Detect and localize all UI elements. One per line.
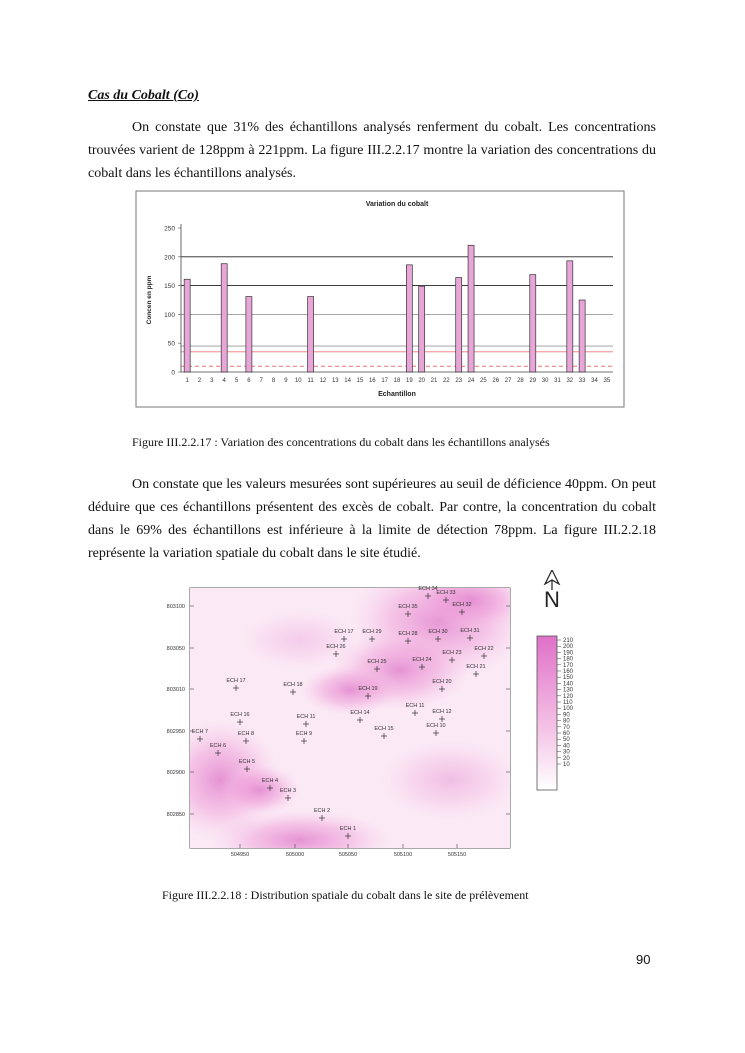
legend-value: 200 <box>563 644 574 651</box>
cobalt-distribution-map <box>150 570 670 860</box>
x-tick-label: 16 <box>368 378 376 384</box>
x-tick-label: 11 <box>307 378 314 384</box>
bar <box>419 286 425 372</box>
x-axis-label: Echantillon <box>378 391 416 398</box>
bar <box>530 275 536 372</box>
sample-label: ECH 9 <box>295 731 313 737</box>
sample-label: ECH 15 <box>374 726 394 732</box>
y-tick-label: 803010 <box>166 687 185 693</box>
legend-value: 60 <box>563 731 570 737</box>
sample-label: ECH 11 <box>405 703 425 709</box>
y-tick-label: 200 <box>164 254 175 262</box>
x-tick-label: 505150 <box>447 852 467 858</box>
legend-value: 30 <box>563 749 570 756</box>
x-tick-label: 504950 <box>230 852 250 858</box>
bar <box>221 264 227 372</box>
bar <box>406 265 412 372</box>
bar <box>468 245 474 372</box>
legend-value: 10 <box>563 762 570 768</box>
legend-value: 140 <box>563 681 574 688</box>
x-tick-label: 34 <box>591 378 598 384</box>
section-heading: Cas du Cobalt (Co) <box>88 88 199 103</box>
x-tick-label: 26 <box>492 378 500 384</box>
x-tick-label: 23 <box>455 378 463 384</box>
sample-label: ECH 29 <box>362 629 382 635</box>
x-tick-label: 15 <box>356 378 364 384</box>
legend-value: 90 <box>563 712 570 719</box>
sample-label: ECH 25 <box>367 659 387 665</box>
legend-value: 50 <box>563 737 570 744</box>
x-tick-label: 20 <box>418 378 426 384</box>
sample-label: ECH 18 <box>283 682 303 688</box>
x-tick-label: 32 <box>566 378 574 384</box>
sample-label: ECH 31 <box>460 628 480 634</box>
y-tick-label: 802950 <box>166 729 185 735</box>
y-tick-label: 803050 <box>166 646 185 652</box>
sample-label: ECH 2 <box>313 808 331 814</box>
y-tick-label: 250 <box>164 225 175 233</box>
figure-caption-2: Figure III.2.2.18 : Distribution spatiale du cobalt dans le site de prélèvement <box>162 888 529 902</box>
sample-label: ECH 30 <box>428 629 448 635</box>
y-tick-label: 150 <box>164 283 175 291</box>
legend-value: 20 <box>563 755 570 762</box>
bar <box>246 297 252 372</box>
x-tick-label: 19 <box>405 378 413 384</box>
figure-caption-1: Figure III.2.2.17 : Variation des concentrations du cobalt dans les échantillons analysés <box>132 435 550 449</box>
x-tick-label: 28 <box>517 378 524 384</box>
sample-label: ECH 4 <box>261 778 279 784</box>
sample-label: ECH 28 <box>398 631 418 637</box>
x-tick-label: 14 <box>344 378 351 384</box>
x-tick-label: 21 <box>430 378 438 384</box>
x-tick-label: 35 <box>603 378 611 384</box>
legend-labels <box>557 638 574 768</box>
sample-label: ECH 19 <box>358 686 378 692</box>
sample-label: ECH 1 <box>339 826 357 832</box>
paragraph-analysis: On constate que les valeurs mesurées sont supérieures au seuil de déficience 40ppm. On peut déduire que ces échantillons présentent des excès de cobalt. Par contre, la concentration du cobalt dans le 69% des échantillons est inférieure à la limite de détection 78ppm. La figure III.2.2.18 représente la variation spatiale du cobalt dans le site étudié. <box>88 477 656 561</box>
bar <box>579 300 585 372</box>
legend-value: 70 <box>563 724 570 731</box>
x-tick-label: 8 <box>271 378 276 384</box>
sample-label: ECH 32 <box>452 602 472 608</box>
legend-value: 110 <box>563 700 573 706</box>
legend-value: 160 <box>563 669 574 675</box>
x-tick-label: 3 <box>210 378 214 384</box>
x-tick-label: 2 <box>197 378 202 384</box>
legend-value: 100 <box>563 706 574 713</box>
x-tick-label: 22 <box>443 378 450 384</box>
x-tick-label: 27 <box>504 378 512 384</box>
sample-label: ECH 7 <box>191 729 209 735</box>
sample-label: ECH 20 <box>432 679 452 685</box>
x-tick-label: 7 <box>259 378 263 384</box>
legend-value: 190 <box>563 650 574 657</box>
x-tick-label: 4 <box>222 378 226 384</box>
legend-value: 150 <box>563 675 574 682</box>
sample-label: ECH 16 <box>230 712 250 718</box>
bar <box>184 279 190 372</box>
y-tick-label: 50 <box>167 340 175 348</box>
y-tick-label: 100 <box>164 311 175 319</box>
sample-label: ECH 21 <box>466 664 486 670</box>
x-tick-label: 31 <box>554 378 561 384</box>
x-tick-label: 17 <box>381 378 389 384</box>
sample-label: ECH 12 <box>432 709 452 715</box>
legend-value: 80 <box>563 718 570 725</box>
sample-label: ECH 14 <box>350 710 370 716</box>
x-tick-label: 505050 <box>338 852 358 858</box>
x-tick-label: 9 <box>284 378 288 384</box>
x-tick-label: 505000 <box>285 852 305 858</box>
cobalt-bar-chart <box>135 190 625 410</box>
legend-value: 40 <box>563 743 570 750</box>
y-tick-label: 0 <box>171 369 175 377</box>
x-tick-label: 10 <box>294 378 302 384</box>
x-tick-label: 29 <box>529 378 537 384</box>
sample-label: ECH 23 <box>442 650 462 656</box>
page-number: 90 <box>636 952 651 967</box>
sample-label: ECH 35 <box>398 604 418 610</box>
x-tick-label: 1 <box>185 378 189 384</box>
sample-label: ECH 17 <box>226 678 246 684</box>
legend-value: 180 <box>563 656 574 663</box>
legend-value: 170 <box>563 662 574 669</box>
y-axis-label: Concen en ppm <box>146 275 153 325</box>
sample-label: ECH 26 <box>326 644 346 650</box>
sample-label: ECH 11 <box>296 714 316 720</box>
x-tick-label: 18 <box>393 378 401 384</box>
x-tick-label: 12 <box>319 378 327 384</box>
paragraph-intro: On constate que 31% des échantillons analysés renferment du cobalt. Les concentrations trouvées varient de 128ppm à 221ppm. La figure III.2.2.17 montre la variation des concentrations du cobalt dans les échantillons analysés. <box>88 120 656 181</box>
sample-label: ECH 3 <box>279 788 297 794</box>
sample-label: ECH 34 <box>418 586 438 592</box>
x-tick-label: 25 <box>480 378 487 384</box>
bar <box>456 278 462 372</box>
x-tick-label: 6 <box>247 378 251 384</box>
sample-label: ECH 8 <box>237 731 255 737</box>
x-tick-label: 13 <box>331 378 339 384</box>
north-arrow-icon <box>544 570 560 612</box>
legend-value: 130 <box>563 687 574 694</box>
sample-label: ECH 6 <box>209 743 227 749</box>
sample-label: ECH 33 <box>436 590 456 596</box>
sample-label: ECH 5 <box>238 759 256 765</box>
chart-frame <box>136 191 624 407</box>
x-tick-label: 33 <box>578 378 586 384</box>
x-tick-label: 5 <box>234 378 239 384</box>
x-tick-label: 24 <box>467 378 475 384</box>
legend-value: 120 <box>563 693 574 700</box>
x-tick-label: 505100 <box>393 852 413 858</box>
x-tick-label: 30 <box>541 378 549 384</box>
sample-label: ECH 17 <box>334 629 354 635</box>
sample-label: ECH 10 <box>426 723 446 729</box>
bar <box>567 261 573 372</box>
y-tick-label: 802900 <box>166 770 185 776</box>
bar <box>308 297 314 372</box>
chart-title: Variation du cobalt <box>365 201 429 208</box>
sample-label: ECH 22 <box>474 646 494 652</box>
legend-colorbar <box>537 636 557 790</box>
y-tick-label: 802850 <box>166 812 185 818</box>
legend-value: 210 <box>563 638 574 644</box>
contour-shading <box>160 570 530 860</box>
sample-label: ECH 24 <box>412 657 432 663</box>
y-tick-label: 803100 <box>166 604 185 610</box>
north-label: N <box>544 587 560 612</box>
